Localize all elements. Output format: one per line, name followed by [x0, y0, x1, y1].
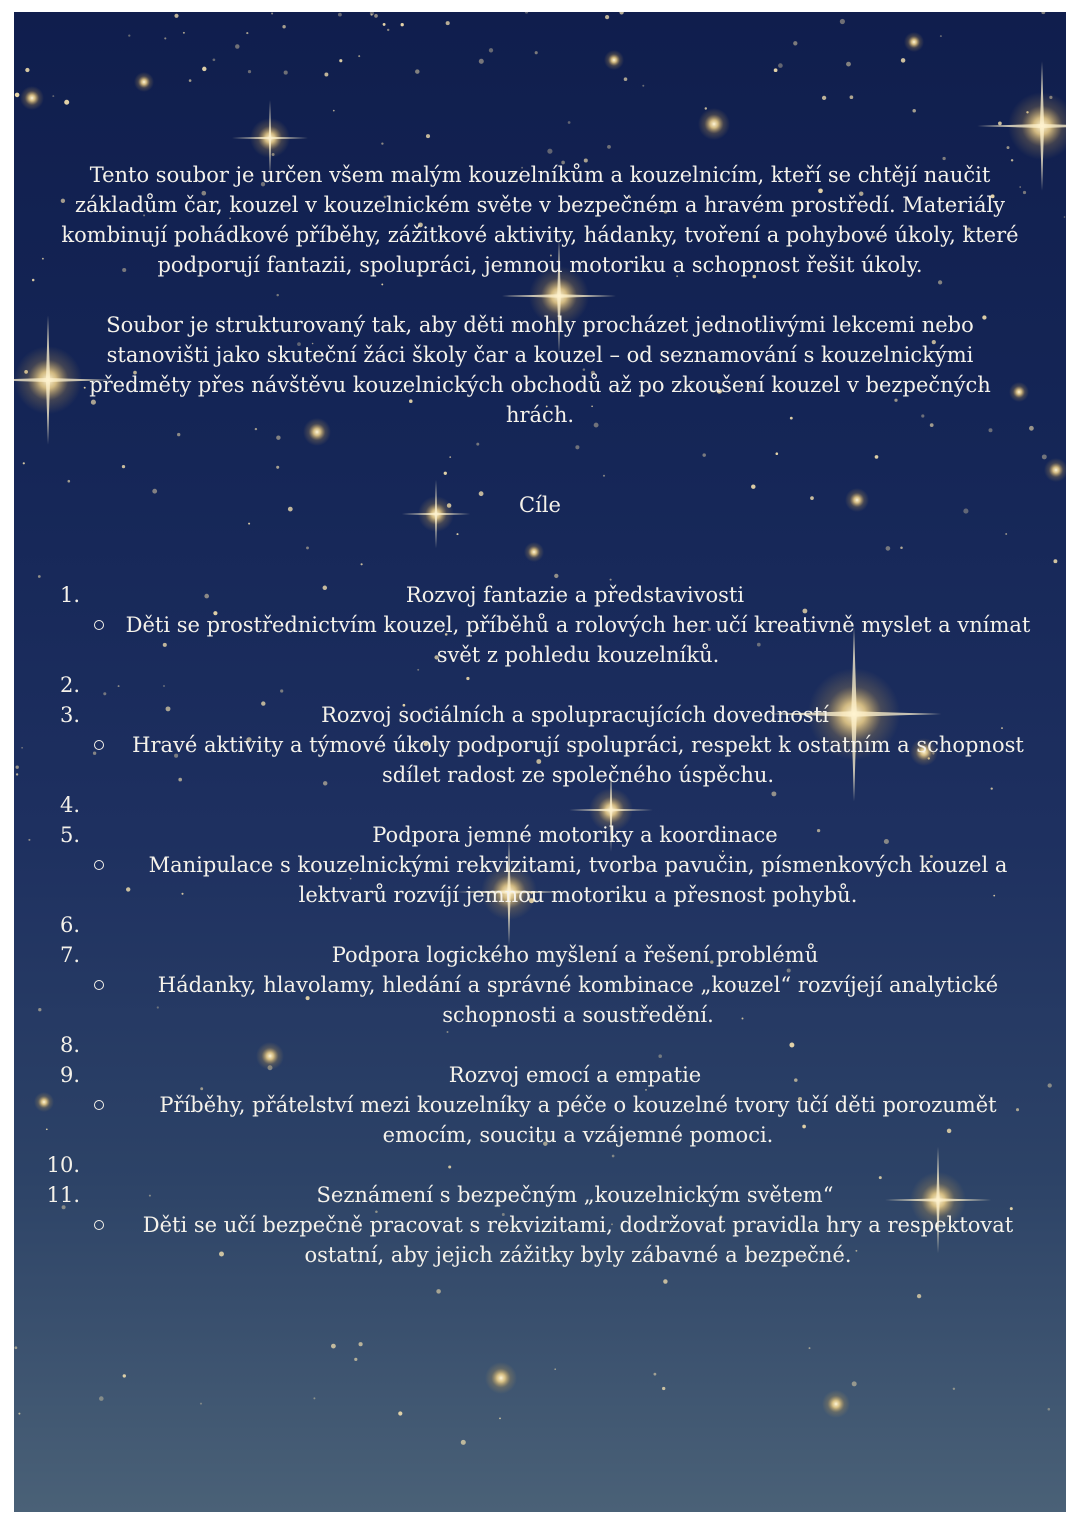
star-dot: [901, 58, 906, 63]
star-dot: [46, 1128, 48, 1130]
star-dot: [852, 1381, 857, 1386]
star-dot: [998, 122, 1002, 126]
bullet-circle-icon: [94, 740, 104, 750]
star-dot: [426, 134, 430, 138]
star-dot: [415, 69, 419, 73]
star-dot: [778, 63, 783, 68]
list-number: 4.: [59, 793, 80, 817]
star-dot: [398, 1411, 402, 1415]
bullet-circle-icon: [94, 980, 104, 990]
goal-heading: Seznámení s bezpečným „kouzelnickým světem“: [316, 1183, 834, 1207]
star-dot: [456, 533, 458, 535]
glow-star: [524, 542, 544, 562]
list-item: [14, 1060, 1066, 1090]
star-dot: [18, 1413, 20, 1415]
star-dot: [1007, 146, 1010, 149]
star-dot: [358, 55, 360, 57]
star-dot: [200, 1403, 202, 1405]
star-dot: [1053, 559, 1057, 563]
star-dot: [235, 44, 239, 48]
star-dot: [705, 107, 707, 109]
glow-star: [20, 86, 44, 110]
star-dot: [1048, 1408, 1051, 1411]
list-number: 10.: [46, 1153, 80, 1177]
star-dot: [663, 1279, 667, 1283]
star-dot: [436, 1289, 441, 1294]
star-dot: [822, 96, 826, 100]
glow-star: [822, 1390, 850, 1418]
glow-star: [34, 1092, 54, 1112]
star-dot: [276, 294, 278, 296]
star-dot: [479, 59, 484, 64]
star-dot: [52, 95, 54, 97]
star-dot: [93, 752, 96, 755]
star-dot: [461, 1440, 466, 1445]
star-dot: [213, 58, 216, 61]
star-dot: [354, 1358, 357, 1361]
star-dot: [177, 433, 180, 436]
star-dot: [793, 41, 797, 45]
star-dot: [15, 93, 20, 98]
list-item: [14, 580, 1066, 610]
goal-heading: Podpora logického myšlení a řešení problémů: [331, 943, 819, 967]
star-dot: [547, 149, 552, 154]
star-dot: [912, 109, 916, 113]
star-dot: [850, 95, 854, 99]
star-dot: [164, 37, 166, 39]
star-dot: [662, 1387, 665, 1390]
list-number: 1.: [59, 583, 80, 607]
star-dot: [313, 1397, 315, 1399]
star-dot: [183, 32, 185, 34]
bullet-circle-icon: [94, 1100, 104, 1110]
star-dot: [248, 70, 251, 73]
list-number: 11.: [46, 1183, 80, 1207]
list-number: 6.: [59, 913, 80, 937]
star-dot: [702, 453, 705, 456]
star-dot: [476, 443, 479, 446]
star-dot: [338, 13, 342, 17]
goals-title: Cíle: [519, 493, 561, 517]
star-dot: [449, 456, 451, 458]
star-dot: [774, 68, 778, 72]
star-dot: [568, 121, 571, 124]
star-dot: [331, 1344, 336, 1349]
star-dot: [371, 14, 373, 16]
star-dot: [174, 14, 178, 18]
list-number: 2.: [59, 673, 80, 697]
star-dot: [1042, 454, 1047, 459]
star-dot: [276, 435, 280, 439]
star-dot: [624, 77, 628, 81]
list-item: [14, 700, 1066, 730]
intro-paragraph-2: Soubor je strukturovaný tak, aby děti mohly procházet jednotlivými lekcemi nebo stanovišti jako skuteční žáci školy čar a kouzel – od seznamování s kouzelnickými předměty přes návštěvu kouzelnických obchodů až po zkoušení kouzel v bezpečných hrách.: [89, 313, 991, 427]
star-dot: [446, 21, 450, 25]
star-dot: [189, 79, 192, 82]
star-dot: [381, 283, 383, 285]
list-item: [14, 1150, 1066, 1180]
star-dot: [246, 32, 248, 34]
star-dot: [21, 747, 23, 749]
star-dot: [387, 29, 389, 31]
star-dot: [917, 1294, 921, 1298]
star-dot: [276, 466, 279, 469]
goal-heading: Rozvoj emocí a empatie: [448, 1063, 702, 1087]
list-item: [14, 790, 1066, 820]
list-number: 3.: [59, 703, 80, 727]
star-dot: [64, 100, 69, 105]
goal-heading: Rozvoj sociálních a spolupracujících dovedností: [321, 703, 829, 727]
star-dot: [840, 19, 845, 24]
star-dot: [489, 48, 493, 52]
list-item: [14, 910, 1066, 940]
page-background: Tento soubor je určen všem malým kouzelníkům a kouzelnicím, kteří se chtějí naučit základům čar, kouzel v kouzelnickém světe v bezpečném a hravém prostředí. Materiály kombinují pohádkové příběhy, zážitkové aktivity, hádanky, tvoření a pohybové úkoly, které podporují fantazii, spolupráci, jemnou motoriku a schopnost řešit úkoly. Soubor je strukturovaný tak, aby děti mohly procházet jednotlivými lekcemi nebo stanovišti jako skuteční žáci školy čar a kouzel – od seznamování s kouzelnickými předměty přes návštěvu kouzelnických obchodů až po zkoušení kouzel v bezpečných hrách. Cíle 1. Rozvoj fantazie a představivosti Děti se prostřednictvím kouzel, příběhů a rolových her učí kreativně myslet a vnímat svět z pohledu kouzelníků. 2. 3. Rozvoj sociálních a spolupracujících dovedností Hravé aktivity a týmové úkoly podporují spolupráci, respekt k ostatním a schopnost sdílet radost ze společného úspěchu. 4. 5. Podpora jemné motoriky a koordinace Manipulace s kouzelnickými rekvizitami, tvorba pavučin, písmenkových kouzel a lektvarů rozvíjí jemnou motoriku a přesnost pohybů. 6. 7. Podpora logického myšlení a řešení problémů Hádanky, hlavolamy, hledání a správné kombinace „kouzel“ rozvíjejí analytické schopnosti a soustředění. 8. 9. Rozvoj emocí a empatie Příběhy, přátelství mezi kouzelníky a péče o kouzelné tvory učí děti porozumět emocím, soucitu a vzájemné pomoci. 10. 11. Seznámení s bezpečným „kouzelnickým světem“ Děti se učí bezpečně pracovat s rekvizitami, dodržovat pravidla hry a respektovat ostatní, aby jejich zážitky byly zábavné a bezpečné.: [14, 12, 1066, 1512]
star-dot: [271, 12, 273, 14]
star-dot: [619, 12, 623, 14]
star-dot: [654, 1373, 657, 1376]
intro-paragraph-1: Tento soubor je určen všem malým kouzelníkům a kouzelnicím, kteří se chtějí naučit základům čar, kouzel v kouzelnickém světe v bezpečném a hravém prostředí. Materiály kombinují pohádkové příběhy, zážitkové aktivity, hádanky, tvoření a pohybové úkoly, které podporují fantazii, spolupráci, jemnou motoriku a schopnost řešit úkoly.: [61, 163, 1019, 277]
list-item: [14, 670, 1066, 700]
bullet-circle-icon: [94, 860, 104, 870]
star-dot: [324, 73, 328, 77]
star-dot: [776, 452, 779, 455]
star-dot: [444, 472, 447, 475]
star-dot: [16, 766, 19, 769]
star-dot: [23, 462, 25, 464]
star-dot: [499, 1418, 501, 1420]
star-dot: [333, 110, 335, 112]
star-dot: [306, 546, 309, 549]
star-dot: [38, 1008, 41, 1011]
glow-star: [485, 1362, 517, 1394]
star-dot: [607, 145, 611, 149]
star-dot: [381, 142, 383, 144]
star-dot: [374, 14, 378, 18]
star-dot: [16, 773, 18, 775]
star-dot: [1041, 12, 1045, 14]
star-dot: [575, 445, 579, 449]
star-dot: [809, 1347, 811, 1349]
star-dot: [38, 575, 41, 578]
star-dot: [554, 574, 558, 578]
star-dot: [361, 563, 363, 565]
star-dot: [535, 51, 538, 54]
list-number: 9.: [59, 1063, 80, 1087]
star-dot: [886, 546, 891, 551]
list-number: 5.: [59, 823, 80, 847]
star-dot: [1005, 533, 1007, 535]
star-dot: [68, 480, 71, 483]
star-dot: [99, 1396, 104, 1401]
star-dot: [525, 12, 528, 14]
star-dot: [25, 68, 29, 72]
star-dot: [401, 23, 404, 26]
glow-star: [604, 50, 624, 70]
star-dot: [875, 455, 879, 459]
star-dot: [123, 1374, 126, 1377]
bullet-circle-icon: [94, 1220, 104, 1230]
list-item: [14, 1030, 1066, 1060]
star-dot: [603, 475, 605, 477]
bullet-circle-icon: [94, 620, 104, 630]
star-dot: [248, 523, 250, 525]
goal-heading: Rozvoj fantazie a představivosti: [405, 583, 745, 607]
star-dot: [938, 280, 942, 284]
star-dot: [940, 35, 942, 37]
star-dot: [339, 59, 342, 62]
glow-star: [134, 72, 154, 92]
star-dot: [122, 465, 125, 468]
goal-heading: Podpora jemné motoriky a koordinace: [372, 823, 778, 847]
glow-star: [698, 108, 730, 140]
list-item: [14, 1180, 1066, 1210]
list-number: 7.: [59, 943, 80, 967]
glow-star: [904, 32, 924, 52]
star-dot: [128, 34, 130, 36]
list-item: [14, 820, 1066, 850]
list-number: 8.: [59, 1033, 80, 1057]
star-dot: [846, 62, 851, 67]
star-dot: [605, 15, 609, 19]
star-dot: [284, 71, 288, 75]
star-dot: [359, 1342, 363, 1346]
star-dot: [383, 23, 386, 26]
glow-star: [1044, 458, 1066, 482]
star-dot: [900, 546, 903, 549]
star-dot: [15, 1346, 18, 1349]
star-dot: [642, 85, 644, 87]
list-item: [14, 940, 1066, 970]
star-dot: [751, 484, 755, 488]
star-dot: [953, 1388, 955, 1390]
star-dot: [554, 1368, 556, 1370]
star-dot: [282, 25, 285, 28]
star-dot: [202, 67, 206, 71]
